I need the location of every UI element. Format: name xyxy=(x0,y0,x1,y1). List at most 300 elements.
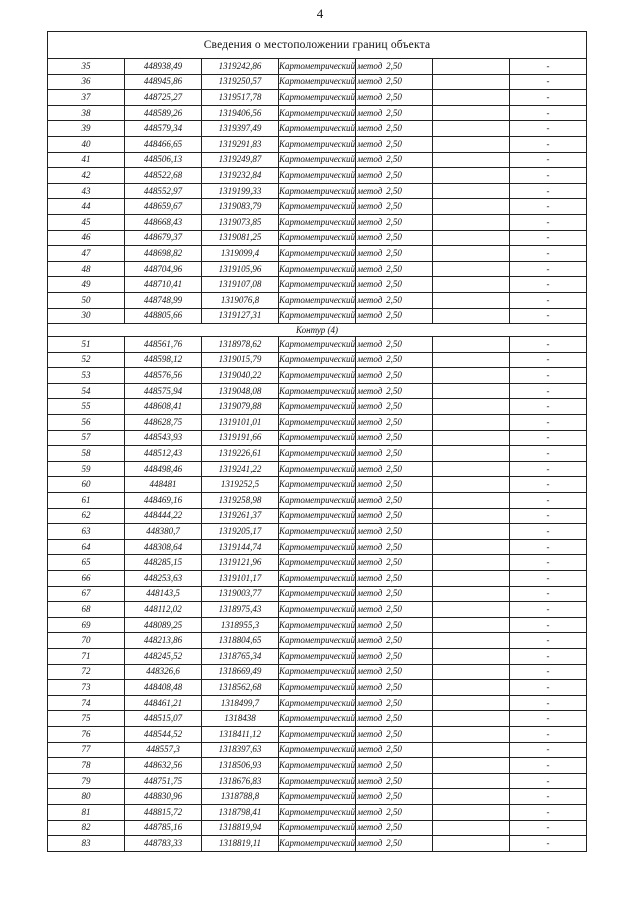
coord-x: 448512,43 xyxy=(125,446,202,462)
accuracy: 2,50 xyxy=(356,183,433,199)
method: Картометрический метод xyxy=(279,105,356,121)
method: Картометрический метод xyxy=(279,230,356,246)
point-number: 78 xyxy=(48,758,125,774)
accuracy: 2,50 xyxy=(356,789,433,805)
description: - xyxy=(510,168,587,184)
boundary-coordinates-table xyxy=(47,31,587,852)
accuracy: 2,50 xyxy=(356,105,433,121)
point-number: 42 xyxy=(48,168,125,184)
table-row xyxy=(48,773,587,789)
coord-y: 1319258,98 xyxy=(202,493,279,509)
point-number: 36 xyxy=(48,74,125,90)
method: Картометрический метод xyxy=(279,586,356,602)
coord-x: 448815,72 xyxy=(125,804,202,820)
empty-cell xyxy=(433,199,510,215)
description: - xyxy=(510,214,587,230)
table-row xyxy=(48,152,587,168)
coord-y: 1319081,25 xyxy=(202,230,279,246)
table-row xyxy=(48,430,587,446)
accuracy: 2,50 xyxy=(356,152,433,168)
coord-y: 1318798,41 xyxy=(202,804,279,820)
point-number: 75 xyxy=(48,711,125,727)
point-number: 37 xyxy=(48,90,125,106)
accuracy: 2,50 xyxy=(356,493,433,509)
description: - xyxy=(510,664,587,680)
point-number: 40 xyxy=(48,136,125,152)
empty-cell xyxy=(433,214,510,230)
coord-y: 1319291,83 xyxy=(202,136,279,152)
point-number: 76 xyxy=(48,726,125,742)
method: Картометрический метод xyxy=(279,617,356,633)
method: Картометрический метод xyxy=(279,59,356,75)
coord-y: 1318788,8 xyxy=(202,789,279,805)
table-row xyxy=(48,804,587,820)
description: - xyxy=(510,695,587,711)
coord-y: 1319250,57 xyxy=(202,74,279,90)
accuracy: 2,50 xyxy=(356,446,433,462)
method: Картометрический метод xyxy=(279,199,356,215)
accuracy: 2,50 xyxy=(356,352,433,368)
coord-x: 448783,33 xyxy=(125,836,202,852)
table-row xyxy=(48,136,587,152)
point-number: 59 xyxy=(48,461,125,477)
point-number: 82 xyxy=(48,820,125,836)
accuracy: 2,50 xyxy=(356,368,433,384)
table-row xyxy=(48,230,587,246)
empty-cell xyxy=(433,617,510,633)
empty-cell xyxy=(433,477,510,493)
table-row xyxy=(48,383,587,399)
description: - xyxy=(510,758,587,774)
description: - xyxy=(510,74,587,90)
accuracy: 2,50 xyxy=(356,121,433,137)
accuracy: 2,50 xyxy=(356,633,433,649)
point-number: 35 xyxy=(48,59,125,75)
coord-x: 448561,76 xyxy=(125,337,202,353)
table-row xyxy=(48,461,587,477)
coord-y: 1319199,33 xyxy=(202,183,279,199)
coord-x: 448748,99 xyxy=(125,292,202,308)
point-number: 44 xyxy=(48,199,125,215)
table-row xyxy=(48,337,587,353)
method: Картометрический метод xyxy=(279,602,356,618)
description: - xyxy=(510,586,587,602)
empty-cell xyxy=(433,680,510,696)
coord-y: 1319107,08 xyxy=(202,277,279,293)
table-row xyxy=(48,555,587,571)
table-row xyxy=(48,493,587,509)
coord-x: 448253,63 xyxy=(125,571,202,587)
coord-x: 448481 xyxy=(125,477,202,493)
description: - xyxy=(510,136,587,152)
method: Картометрический метод xyxy=(279,383,356,399)
table-row xyxy=(48,292,587,308)
table-row xyxy=(48,508,587,524)
coord-x: 448498,46 xyxy=(125,461,202,477)
empty-cell xyxy=(433,836,510,852)
point-number: 67 xyxy=(48,586,125,602)
table-row xyxy=(48,246,587,262)
table-row xyxy=(48,168,587,184)
coord-x: 448506,13 xyxy=(125,152,202,168)
table-row xyxy=(48,90,587,106)
method: Картометрический метод xyxy=(279,773,356,789)
point-number: 61 xyxy=(48,493,125,509)
method: Картометрический метод xyxy=(279,836,356,852)
point-number: 65 xyxy=(48,555,125,571)
coord-y: 1318804,65 xyxy=(202,633,279,649)
coord-x: 448444,22 xyxy=(125,508,202,524)
coord-x: 448575,94 xyxy=(125,383,202,399)
point-number: 30 xyxy=(48,308,125,324)
point-number: 43 xyxy=(48,183,125,199)
accuracy: 2,50 xyxy=(356,308,433,324)
accuracy: 2,50 xyxy=(356,617,433,633)
empty-cell xyxy=(433,758,510,774)
accuracy: 2,50 xyxy=(356,461,433,477)
coord-y: 1319191,66 xyxy=(202,430,279,446)
accuracy: 2,50 xyxy=(356,168,433,184)
empty-cell xyxy=(433,508,510,524)
description: - xyxy=(510,571,587,587)
coord-y: 1319079,88 xyxy=(202,399,279,415)
description: - xyxy=(510,277,587,293)
table-row xyxy=(48,711,587,727)
accuracy: 2,50 xyxy=(356,524,433,540)
empty-cell xyxy=(433,105,510,121)
table-row xyxy=(48,446,587,462)
empty-cell xyxy=(433,773,510,789)
coord-y: 1319205,17 xyxy=(202,524,279,540)
coord-x: 448679,37 xyxy=(125,230,202,246)
coord-x: 448544,52 xyxy=(125,726,202,742)
point-number: 62 xyxy=(48,508,125,524)
method: Картометрический метод xyxy=(279,508,356,524)
coord-x: 448945,86 xyxy=(125,74,202,90)
method: Картометрический метод xyxy=(279,168,356,184)
accuracy: 2,50 xyxy=(356,555,433,571)
coord-x: 448704,96 xyxy=(125,261,202,277)
method: Картометрический метод xyxy=(279,648,356,664)
coord-x: 448805,66 xyxy=(125,308,202,324)
point-number: 38 xyxy=(48,105,125,121)
method: Картометрический метод xyxy=(279,539,356,555)
accuracy: 2,50 xyxy=(356,602,433,618)
table-row xyxy=(48,602,587,618)
method: Картометрический метод xyxy=(279,121,356,137)
empty-cell xyxy=(433,90,510,106)
coord-y: 1319249,87 xyxy=(202,152,279,168)
point-number: 77 xyxy=(48,742,125,758)
method: Картометрический метод xyxy=(279,136,356,152)
description: - xyxy=(510,836,587,852)
empty-cell xyxy=(433,555,510,571)
coord-y: 1319003,77 xyxy=(202,586,279,602)
accuracy: 2,50 xyxy=(356,695,433,711)
accuracy: 2,50 xyxy=(356,586,433,602)
empty-cell xyxy=(433,121,510,137)
point-number: 52 xyxy=(48,352,125,368)
description: - xyxy=(510,524,587,540)
empty-cell xyxy=(433,602,510,618)
contour-header-row xyxy=(48,324,587,337)
accuracy: 2,50 xyxy=(356,59,433,75)
description: - xyxy=(510,539,587,555)
coord-x: 448469,16 xyxy=(125,493,202,509)
table-row xyxy=(48,680,587,696)
description: - xyxy=(510,337,587,353)
empty-cell xyxy=(433,742,510,758)
description: - xyxy=(510,726,587,742)
coord-y: 1319144,74 xyxy=(202,539,279,555)
method: Картометрический метод xyxy=(279,74,356,90)
point-number: 71 xyxy=(48,648,125,664)
empty-cell xyxy=(433,246,510,262)
method: Картометрический метод xyxy=(279,633,356,649)
empty-cell xyxy=(433,399,510,415)
method: Картометрический метод xyxy=(279,246,356,262)
table-row xyxy=(48,199,587,215)
accuracy: 2,50 xyxy=(356,742,433,758)
point-number: 56 xyxy=(48,415,125,431)
coord-x: 448785,16 xyxy=(125,820,202,836)
description: - xyxy=(510,804,587,820)
accuracy: 2,50 xyxy=(356,246,433,262)
method: Картометрический метод xyxy=(279,337,356,353)
table-row xyxy=(48,524,587,540)
description: - xyxy=(510,352,587,368)
method: Картометрический метод xyxy=(279,214,356,230)
method: Картометрический метод xyxy=(279,352,356,368)
description: - xyxy=(510,446,587,462)
coord-y: 1318819,11 xyxy=(202,836,279,852)
method: Картометрический метод xyxy=(279,571,356,587)
description: - xyxy=(510,680,587,696)
accuracy: 2,50 xyxy=(356,415,433,431)
empty-cell xyxy=(433,59,510,75)
empty-cell xyxy=(433,261,510,277)
coord-y: 1319241,22 xyxy=(202,461,279,477)
method: Картометрический метод xyxy=(279,524,356,540)
coord-x: 448213,86 xyxy=(125,633,202,649)
table-row xyxy=(48,352,587,368)
coord-y: 1319073,85 xyxy=(202,214,279,230)
coord-x: 448751,75 xyxy=(125,773,202,789)
coord-x: 448326,6 xyxy=(125,664,202,680)
point-number: 73 xyxy=(48,680,125,696)
empty-cell xyxy=(433,337,510,353)
point-number: 69 xyxy=(48,617,125,633)
coord-x: 448285,15 xyxy=(125,555,202,571)
description: - xyxy=(510,368,587,384)
coord-y: 1319083,79 xyxy=(202,199,279,215)
method: Картометрический метод xyxy=(279,461,356,477)
description: - xyxy=(510,602,587,618)
description: - xyxy=(510,90,587,106)
table-row xyxy=(48,399,587,415)
empty-cell xyxy=(433,571,510,587)
description: - xyxy=(510,508,587,524)
accuracy: 2,50 xyxy=(356,508,433,524)
empty-cell xyxy=(433,74,510,90)
coord-y: 1318499,7 xyxy=(202,695,279,711)
coord-x: 448668,43 xyxy=(125,214,202,230)
point-number: 70 xyxy=(48,633,125,649)
coord-y: 1319232,84 xyxy=(202,168,279,184)
method: Картометрический метод xyxy=(279,368,356,384)
coord-y: 1318438 xyxy=(202,711,279,727)
coord-x: 448143,5 xyxy=(125,586,202,602)
method: Картометрический метод xyxy=(279,446,356,462)
description: - xyxy=(510,555,587,571)
coord-x: 448461,21 xyxy=(125,695,202,711)
empty-cell xyxy=(433,430,510,446)
coord-x: 448576,56 xyxy=(125,368,202,384)
table-row xyxy=(48,308,587,324)
coord-y: 1319048,08 xyxy=(202,383,279,399)
accuracy: 2,50 xyxy=(356,383,433,399)
coord-x: 448725,27 xyxy=(125,90,202,106)
point-number: 66 xyxy=(48,571,125,587)
description: - xyxy=(510,648,587,664)
coord-y: 1319242,86 xyxy=(202,59,279,75)
empty-cell xyxy=(433,789,510,805)
coord-x: 448579,34 xyxy=(125,121,202,137)
table-row xyxy=(48,214,587,230)
point-number: 45 xyxy=(48,214,125,230)
point-number: 47 xyxy=(48,246,125,262)
coord-y: 1319517,78 xyxy=(202,90,279,106)
accuracy: 2,50 xyxy=(356,90,433,106)
coord-y: 1318978,62 xyxy=(202,337,279,353)
table-row xyxy=(48,571,587,587)
point-number: 41 xyxy=(48,152,125,168)
coord-y: 1318411,12 xyxy=(202,726,279,742)
description: - xyxy=(510,477,587,493)
table-row xyxy=(48,820,587,836)
coord-y: 1319397,49 xyxy=(202,121,279,137)
coord-x: 448598,12 xyxy=(125,352,202,368)
coord-y: 1318669,49 xyxy=(202,664,279,680)
point-number: 55 xyxy=(48,399,125,415)
method: Картометрический метод xyxy=(279,726,356,742)
accuracy: 2,50 xyxy=(356,292,433,308)
description: - xyxy=(510,308,587,324)
table-title: Сведения о местоположении границ объекта xyxy=(48,32,587,59)
accuracy: 2,50 xyxy=(356,477,433,493)
method: Картометрический метод xyxy=(279,758,356,774)
coord-x: 448089,25 xyxy=(125,617,202,633)
description: - xyxy=(510,246,587,262)
description: - xyxy=(510,59,587,75)
point-number: 50 xyxy=(48,292,125,308)
table-row xyxy=(48,695,587,711)
empty-cell xyxy=(433,277,510,293)
coord-x: 448589,26 xyxy=(125,105,202,121)
empty-cell xyxy=(433,711,510,727)
empty-cell xyxy=(433,586,510,602)
coord-y: 1319015,79 xyxy=(202,352,279,368)
coord-x: 448557,3 xyxy=(125,742,202,758)
description: - xyxy=(510,617,587,633)
accuracy: 2,50 xyxy=(356,277,433,293)
point-number: 46 xyxy=(48,230,125,246)
method: Картометрический метод xyxy=(279,90,356,106)
table-row xyxy=(48,758,587,774)
description: - xyxy=(510,152,587,168)
description: - xyxy=(510,711,587,727)
empty-cell xyxy=(433,664,510,680)
empty-cell xyxy=(433,368,510,384)
coord-x: 448552,97 xyxy=(125,183,202,199)
description: - xyxy=(510,430,587,446)
method: Картометрический метод xyxy=(279,789,356,805)
point-number: 54 xyxy=(48,383,125,399)
description: - xyxy=(510,820,587,836)
description: - xyxy=(510,461,587,477)
coord-x: 448245,52 xyxy=(125,648,202,664)
empty-cell xyxy=(433,633,510,649)
description: - xyxy=(510,493,587,509)
description: - xyxy=(510,230,587,246)
accuracy: 2,50 xyxy=(356,430,433,446)
table-row xyxy=(48,121,587,137)
method: Картометрический метод xyxy=(279,292,356,308)
point-number: 68 xyxy=(48,602,125,618)
accuracy: 2,50 xyxy=(356,664,433,680)
method: Картометрический метод xyxy=(279,804,356,820)
accuracy: 2,50 xyxy=(356,571,433,587)
contour-label: Контур (4) xyxy=(48,324,587,337)
table-row xyxy=(48,477,587,493)
method: Картометрический метод xyxy=(279,742,356,758)
method: Картометрический метод xyxy=(279,820,356,836)
coord-y: 1319040,22 xyxy=(202,368,279,384)
description: - xyxy=(510,415,587,431)
empty-cell xyxy=(433,524,510,540)
accuracy: 2,50 xyxy=(356,74,433,90)
table-row xyxy=(48,277,587,293)
method: Картометрический метод xyxy=(279,152,356,168)
coord-x: 448628,75 xyxy=(125,415,202,431)
point-number: 83 xyxy=(48,836,125,852)
method: Картометрический метод xyxy=(279,493,356,509)
coord-y: 1319105,96 xyxy=(202,261,279,277)
table-row xyxy=(48,415,587,431)
empty-cell xyxy=(433,648,510,664)
coord-y: 1318819,94 xyxy=(202,820,279,836)
coord-y: 1319406,56 xyxy=(202,105,279,121)
accuracy: 2,50 xyxy=(356,261,433,277)
description: - xyxy=(510,383,587,399)
method: Картометрический метод xyxy=(279,555,356,571)
coord-x: 448608,41 xyxy=(125,399,202,415)
empty-cell xyxy=(433,352,510,368)
coord-x: 448522,68 xyxy=(125,168,202,184)
table-row xyxy=(48,789,587,805)
description: - xyxy=(510,399,587,415)
method: Картометрический метод xyxy=(279,695,356,711)
method: Картометрический метод xyxy=(279,277,356,293)
coord-x: 448938,49 xyxy=(125,59,202,75)
empty-cell xyxy=(433,461,510,477)
empty-cell xyxy=(433,183,510,199)
table-row xyxy=(48,586,587,602)
empty-cell xyxy=(433,308,510,324)
point-number: 79 xyxy=(48,773,125,789)
method: Картометрический метод xyxy=(279,415,356,431)
coord-y: 1318975,43 xyxy=(202,602,279,618)
